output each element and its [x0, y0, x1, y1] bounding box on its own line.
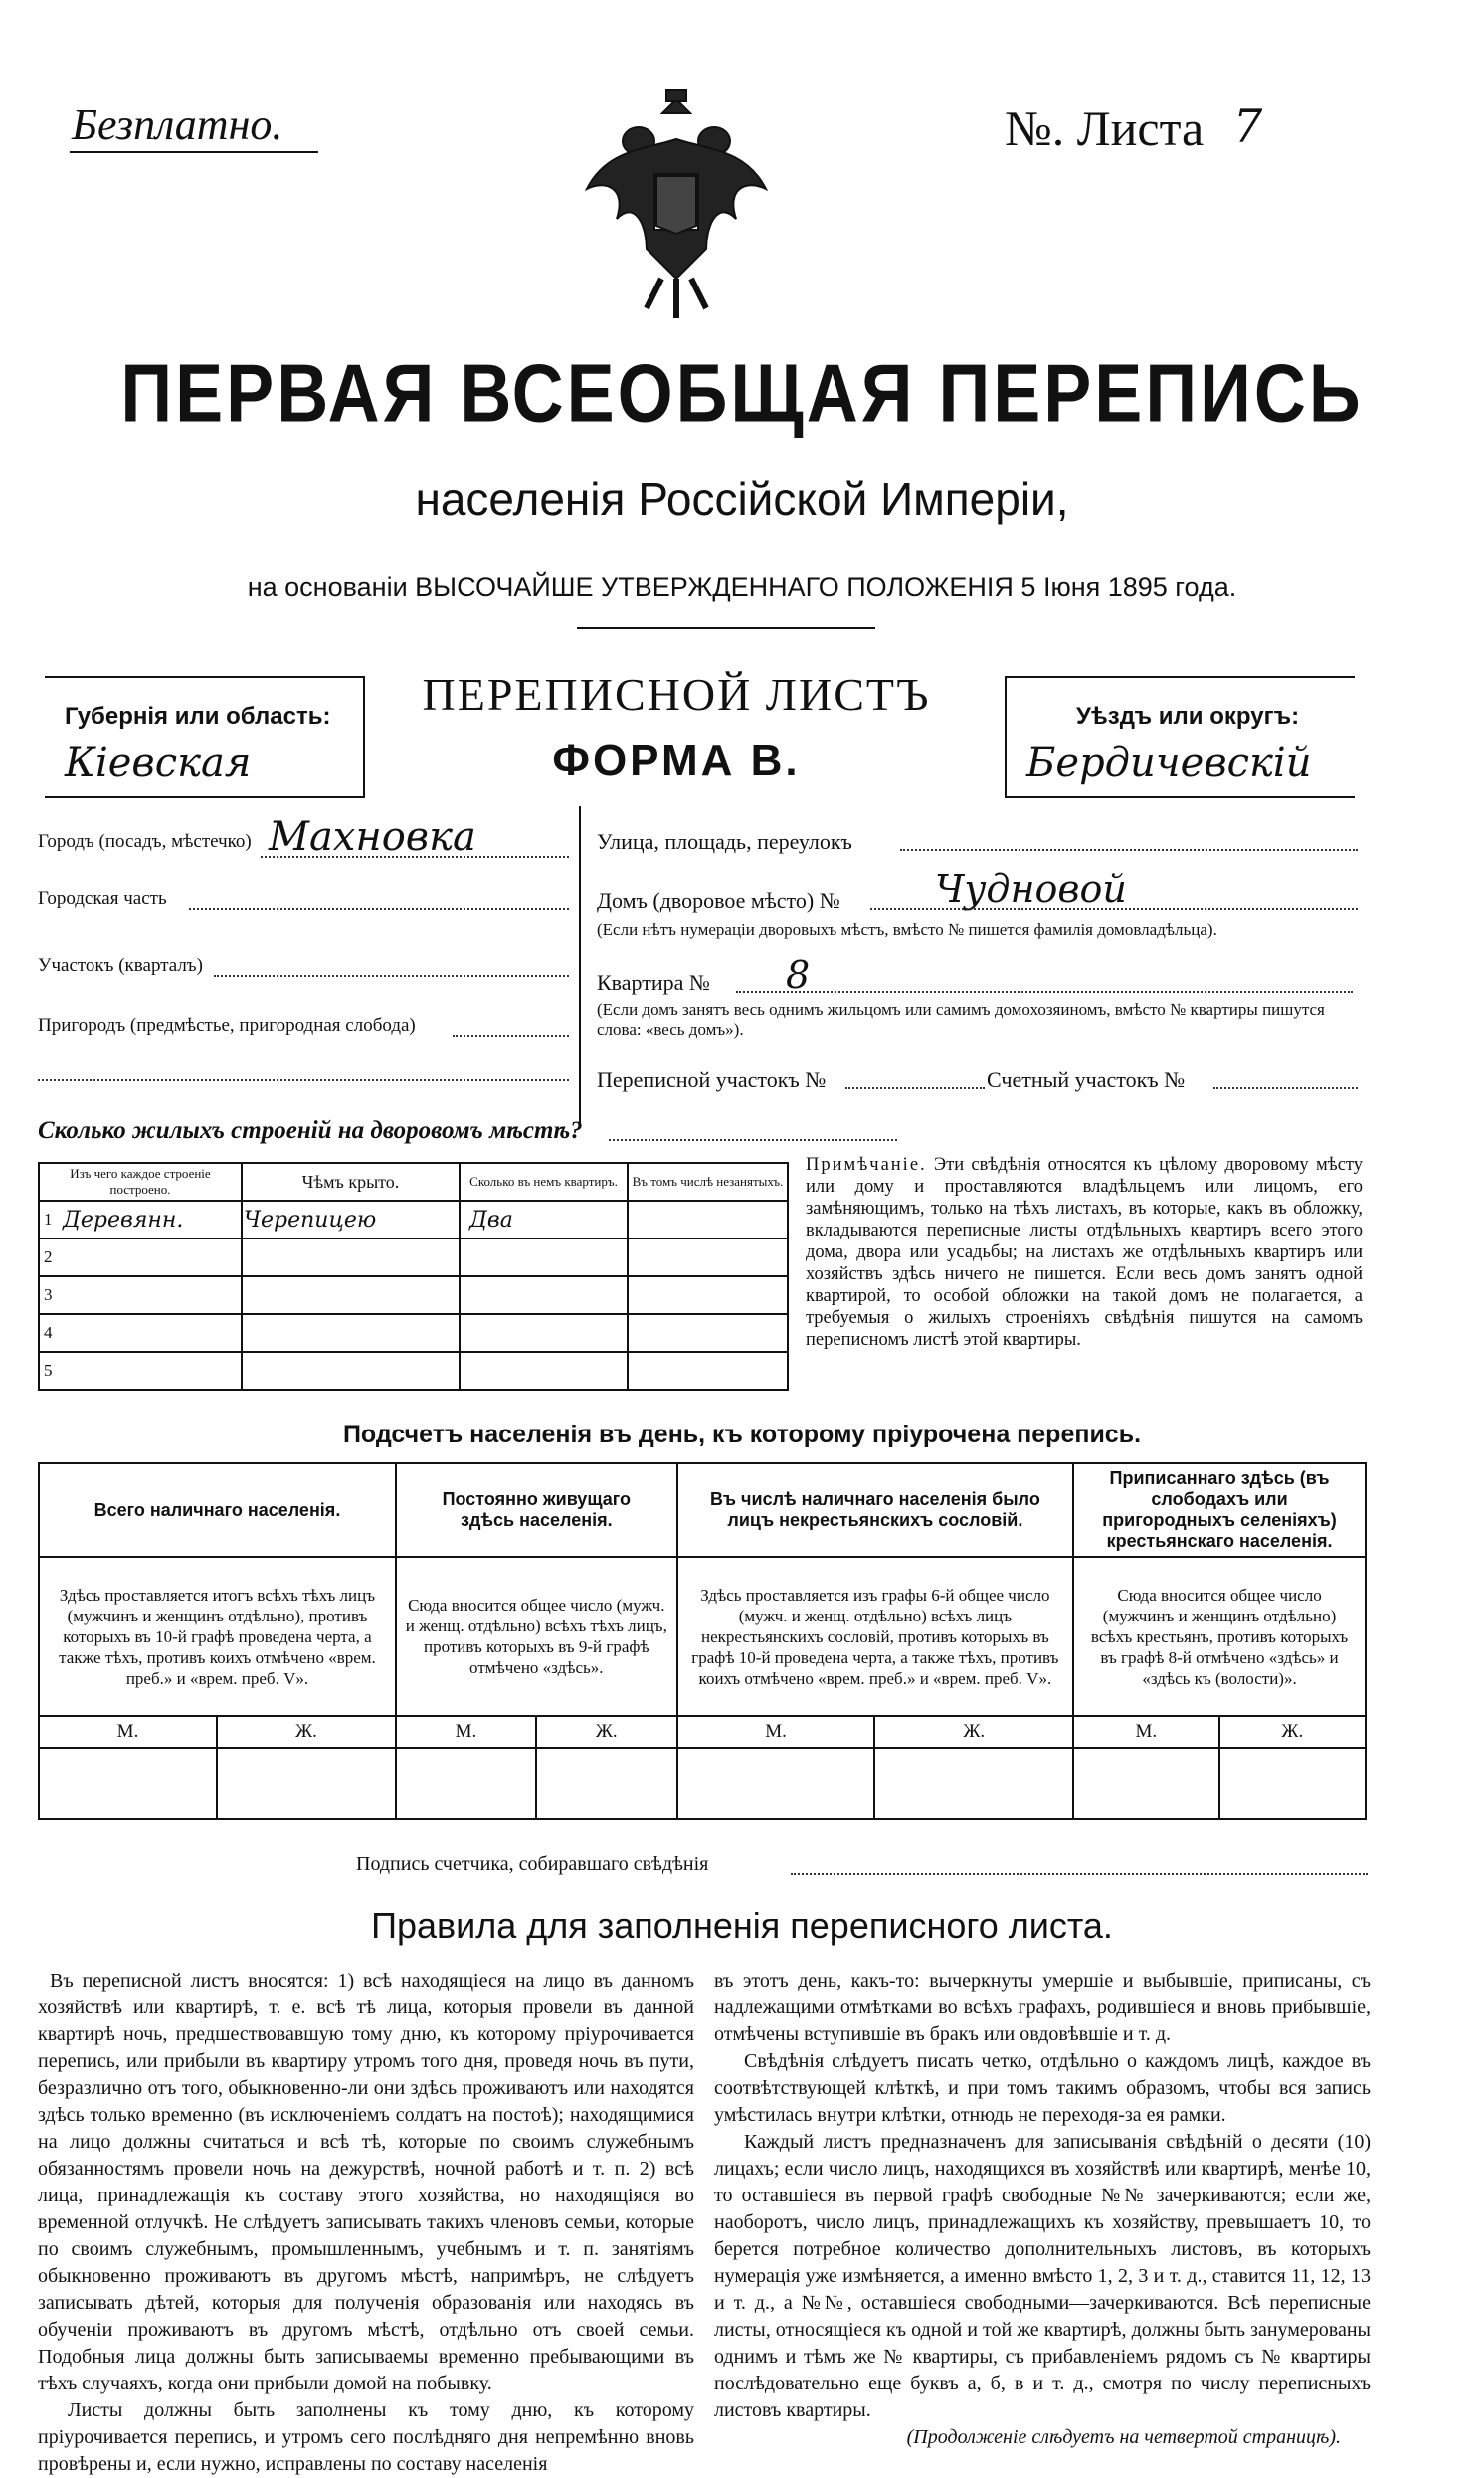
main-title: ПЕРВАЯ ВСЕОБЩАЯ ПЕРЕПИСЬ: [120, 348, 1364, 440]
note-text: Эти свѣдѣнія относятся къ цѣлому дворовому мѣсту или дому и проставляются владѣльцемъ или лицомъ, его замѣняющимъ, только на тѣхъ листахъ, въ которые, какъ въ обложку, вкладываются переписные листы отдѣльныхъ квартиръ всего этого дома, двора или усадьбы; на листахъ же отдѣльныхъ квартиръ или хозяйствъ здѣсь ничего не пишется. Если весь домъ занятъ одной квартирой, то особой обложки на такой домъ не полагается, а требуемыя о жилыхъ строеніяхъ свѣдѣнія пишутся на самомъ переписномъ листѣ этой квартиры.: [806, 1155, 1363, 1350]
buildings-header: Чѣмъ крыто.: [242, 1163, 460, 1201]
house-line: [870, 908, 1358, 910]
sheet-number-value: 7: [1233, 99, 1263, 153]
apt-value: 8: [786, 953, 811, 997]
uezd-value: Бердичевскій: [1026, 740, 1312, 786]
house-value: Чудновой: [935, 867, 1127, 911]
material-value: Деревянн.: [63, 1207, 184, 1233]
female-label: Ж.: [536, 1716, 677, 1748]
table-row: [39, 1239, 788, 1276]
sheet-number-label: №. Листа: [1005, 100, 1205, 156]
rules-paragraph: Въ переписной листъ вносятся: 1) всѣ находящіеся на лицо въ данномъ хозяйствѣ или квартирѣ, т. е. всѣ тѣ лица, которыя провели въ данной квартирѣ ночь, предшествовавшую тому дню, къ которому пріурочивается перепись, или прибыли въ квартиру утромъ того дня, проведя ночь въ пути, безразлично отъ того, обыкновенно-ли они здѣсь проживаютъ или находятся здѣсь только временно (въ исключеніемъ солдатъ на постоѣ); находящимися на лицо должны считаться и всѣ тѣ, которые по своимъ служебнымъ обязанностямъ провели ночь на дежурствѣ, ночной работѣ и т. п. 2) всѣ лица, принадлежащія къ составу этого хозяйства, но находящіяся во временной отлучкѣ. Не слѣдуетъ записывать такихъ членовъ семьи, которые по своимъ служебнымъ, промышленнымъ, учебнымъ и т. п. занятіямъ обыкновенно проживаютъ въ другомъ мѣстѣ, напримѣръ, не слѣдуетъ записывать дѣтей, которыя для полученія образованія или находясь въ обученіи проживаютъ въ другомъ мѣстѣ, отдѣльно отъ своей семьи. Подобныя лица должны быть записываемы временно пребывающими въ тѣхъ случаяхъ, когда они прибыли домой на побывку.: [38, 1970, 694, 2394]
uchastok-label: Участокъ (кварталъ): [38, 955, 203, 976]
suburb-label: Пригородъ (предмѣстье, пригородная слобода): [38, 1015, 416, 1036]
population-desc: Здѣсь проставляется итогъ всѣхъ тѣхъ лицъ (мужчинъ и женщинъ отдѣльно), противъ которыхъ въ 10-й графѣ проведена черта, а также тѣхъ, противъ коихъ отмѣчено «врем. преб.» и «врем. преб. V».: [39, 1557, 396, 1716]
extra-line: [38, 1079, 569, 1081]
rules-paragraph: Листы должны быть заполнены къ тому дню, къ которому пріурочивается перепись, и утромъ сего послѣдняго дня непремѣнно вновь провѣрены и, если нужно, исправлены по составу населенія: [38, 2399, 694, 2475]
gubernia-label: Губернія или область:: [65, 703, 331, 730]
apt-line: [736, 991, 1353, 993]
house-note: (Если нѣтъ нумераціи дворовыхъ мѣстъ, вмѣсто № пишется фамилія домовладѣльца).: [597, 920, 1217, 939]
table-row: [39, 1314, 788, 1352]
subtitle: населенія Россійской Имперіи,: [415, 474, 1069, 525]
male-label: М.: [396, 1716, 536, 1748]
buildings-question-line: [609, 1139, 897, 1141]
uezd-box: [1005, 676, 1355, 798]
female-label: Ж.: [1219, 1716, 1366, 1748]
male-label: М.: [39, 1716, 217, 1748]
buildings-question: Сколько жилыхъ строеній на дворовомъ мѣстѣ?: [38, 1117, 583, 1144]
population-header: Въ числѣ наличнаго населенія было лицъ некрестьянскихъ сословій.: [677, 1463, 1073, 1557]
rules-continuation: (Продолженіе слѣдуетъ на четвертой страницѣ).: [906, 2426, 1341, 2448]
rules-title: Правила для заполненія переписного листа.: [371, 1905, 1113, 1946]
apts-value: Два: [469, 1207, 513, 1233]
population-desc: Здѣсь проставляется изъ графы 6-й общее число (мужч. и женщ. отдѣльно) всѣхъ лицъ некрестьянскихъ сословій, противъ которыхъ въ графѣ 10-й проведена черта, а также тѣхъ, противъ коихъ отмѣчено «врем. преб.» и «врем. преб. V».: [677, 1557, 1073, 1716]
buildings-table: [38, 1162, 789, 1391]
buildings-header: Сколько въ немъ квартиръ.: [460, 1163, 628, 1201]
suburb-line: [453, 1035, 569, 1037]
population-header: Приписаннаго здѣсь (въ слободахъ или пригородныхъ селеніяхъ) крестьянскаго населенія.: [1073, 1463, 1366, 1557]
town-line: [261, 856, 569, 858]
table-row: [39, 1352, 788, 1390]
rules-paragraph: Каждый листъ предназначенъ для записыванія свѣдѣній о десяти (10) лицахъ; если число лицъ, находящихся въ хозяйствѣ или квартирѣ, менѣе 10, то оставшіеся въ первой графѣ свободные №№ зачеркиваются; если же, наоборотъ, число лицъ, принадлежащихъ къ хозяйству, превышаетъ 10, то берется потребное количество дополнительныхъ листовъ, въ которыхъ нумерація уже измѣняется, а именно вмѣсто 1, 2, 3 и т. д., ставится 11, 12, 13 и т. д., а №№, оставшіеся свободными—зачеркиваются. Всѣ переписные листы, относящіеся къ одной и той же квартирѣ, должны быть занумерованы однимъ и тѣмъ же № квартиры, съ прибавленіемъ рядомъ съ № квартиры послѣдовательно еще буквъ а, б, в и т. д., смотря по числу переписныхъ листовъ квартиры.: [714, 2131, 1371, 2421]
male-label: М.: [677, 1716, 875, 1748]
part-label: Городская часть: [38, 888, 167, 909]
population-table: [38, 1462, 1367, 1820]
street-line: [900, 849, 1358, 851]
census-district-line: [845, 1087, 985, 1089]
coat-of-arms-icon: [577, 80, 776, 328]
sheet-title: ПЕРЕПИСНОЙ ЛИСТЪ: [422, 669, 931, 720]
row-number: 5: [44, 1361, 53, 1380]
part-line: [189, 908, 569, 910]
signature-line: [791, 1873, 1368, 1875]
population-title: Подсчетъ населенія въ день, къ которому пріурочена перепись.: [342, 1421, 1142, 1448]
town-label: Городъ (посадъ, мѣстечко): [38, 831, 252, 852]
form-name: ФОРМА В.: [552, 736, 801, 785]
population-desc: Сюда вносится общее число (мужч. и женщ. отдѣльно) всѣхъ тѣхъ лицъ, противъ которыхъ въ 9-й графѣ отмѣчено «здѣсь».: [396, 1557, 677, 1716]
population-header: Постоянно живущаго здѣсь населенія.: [396, 1463, 677, 1557]
census-district-label: Переписной участокъ №: [597, 1067, 827, 1092]
male-label: М.: [1073, 1716, 1219, 1748]
uchastok-line: [214, 975, 569, 977]
female-label: Ж.: [874, 1716, 1073, 1748]
row-number: 1: [44, 1210, 53, 1229]
population-header: Всего наличнаго населенія.: [39, 1463, 396, 1557]
basis-line: на основаніи ВЫСОЧАЙШЕ УТВЕРЖДЕННАГО ПОЛОЖЕНІЯ 5 Іюня 1895 года.: [247, 572, 1237, 602]
gubernia-value: Кіевская: [65, 740, 252, 786]
row-number: 2: [44, 1247, 53, 1266]
rules-left-column: [38, 1968, 694, 2478]
buildings-header: Въ томъ числѣ незанятыхъ.: [628, 1163, 788, 1201]
row-number: 3: [44, 1285, 53, 1304]
population-value-row: [39, 1748, 1366, 1819]
roof-value: Черепицею: [244, 1207, 377, 1233]
apt-label: Квартира №: [597, 970, 710, 995]
street-label: Улица, площадь, переулокъ: [597, 829, 852, 854]
rules-paragraph: Свѣдѣнія слѣдуетъ писать четко, отдѣльно о каждомъ лицѣ, каждое въ соотвѣтствующей клѣткѣ, и при томъ такимъ образомъ, чтобы вся запись умѣстилась внутри клѣтки, отнюдь не переходя-за ея рамки.: [714, 2050, 1371, 2126]
row-number: 4: [44, 1323, 53, 1342]
signature-label: Подпись счетчика, собиравшаго свѣдѣнія: [356, 1853, 709, 1875]
apt-note: (Если домъ занятъ весь однимъ жильцомъ или самимъ домохозяиномъ, вмѣсто № квартиры пишутся слова: «весь домъ»).: [597, 1000, 1325, 1039]
count-district-label: Счетный участокъ №: [987, 1067, 1186, 1092]
free-label: Безплатно.: [72, 100, 283, 149]
table-row: [39, 1201, 788, 1239]
rules-paragraph: въ этотъ день, какъ-то: вычеркнуты умершіе и выбывшіе, приписаны, съ надлежащими отмѣтками во всѣхъ графахъ, родившіеся и вновь прибывшіе, отмѣчены вступившіе въ бракъ или овдовѣвшіе и т. д.: [714, 1970, 1371, 2045]
divider: [70, 151, 318, 153]
gubernia-box: [45, 676, 365, 798]
buildings-note: [806, 1154, 1363, 1351]
town-value: Махновка: [269, 814, 476, 859]
divider: [577, 627, 875, 629]
table-row: [39, 1276, 788, 1314]
population-desc: Сюда вносится общее число (мужчинъ и женщинъ отдѣльно) всѣхъ крестьянъ, противъ которыхъ въ графѣ 8-й отмѣчено «здѣсь» и «здѣсь къ (волости)».: [1073, 1557, 1366, 1716]
count-district-line: [1213, 1087, 1358, 1089]
female-label: Ж.: [217, 1716, 396, 1748]
uezd-label: Уѣздъ или округъ:: [1076, 703, 1300, 730]
rules-right-column: [714, 1968, 1371, 2451]
note-title: Примѣчаніе.: [806, 1155, 927, 1175]
house-label: Домъ (дворовое мѣсто) №: [597, 888, 840, 913]
buildings-header: Изъ чего каждое строеніе построено.: [39, 1163, 242, 1201]
address-divider: [579, 806, 581, 1124]
